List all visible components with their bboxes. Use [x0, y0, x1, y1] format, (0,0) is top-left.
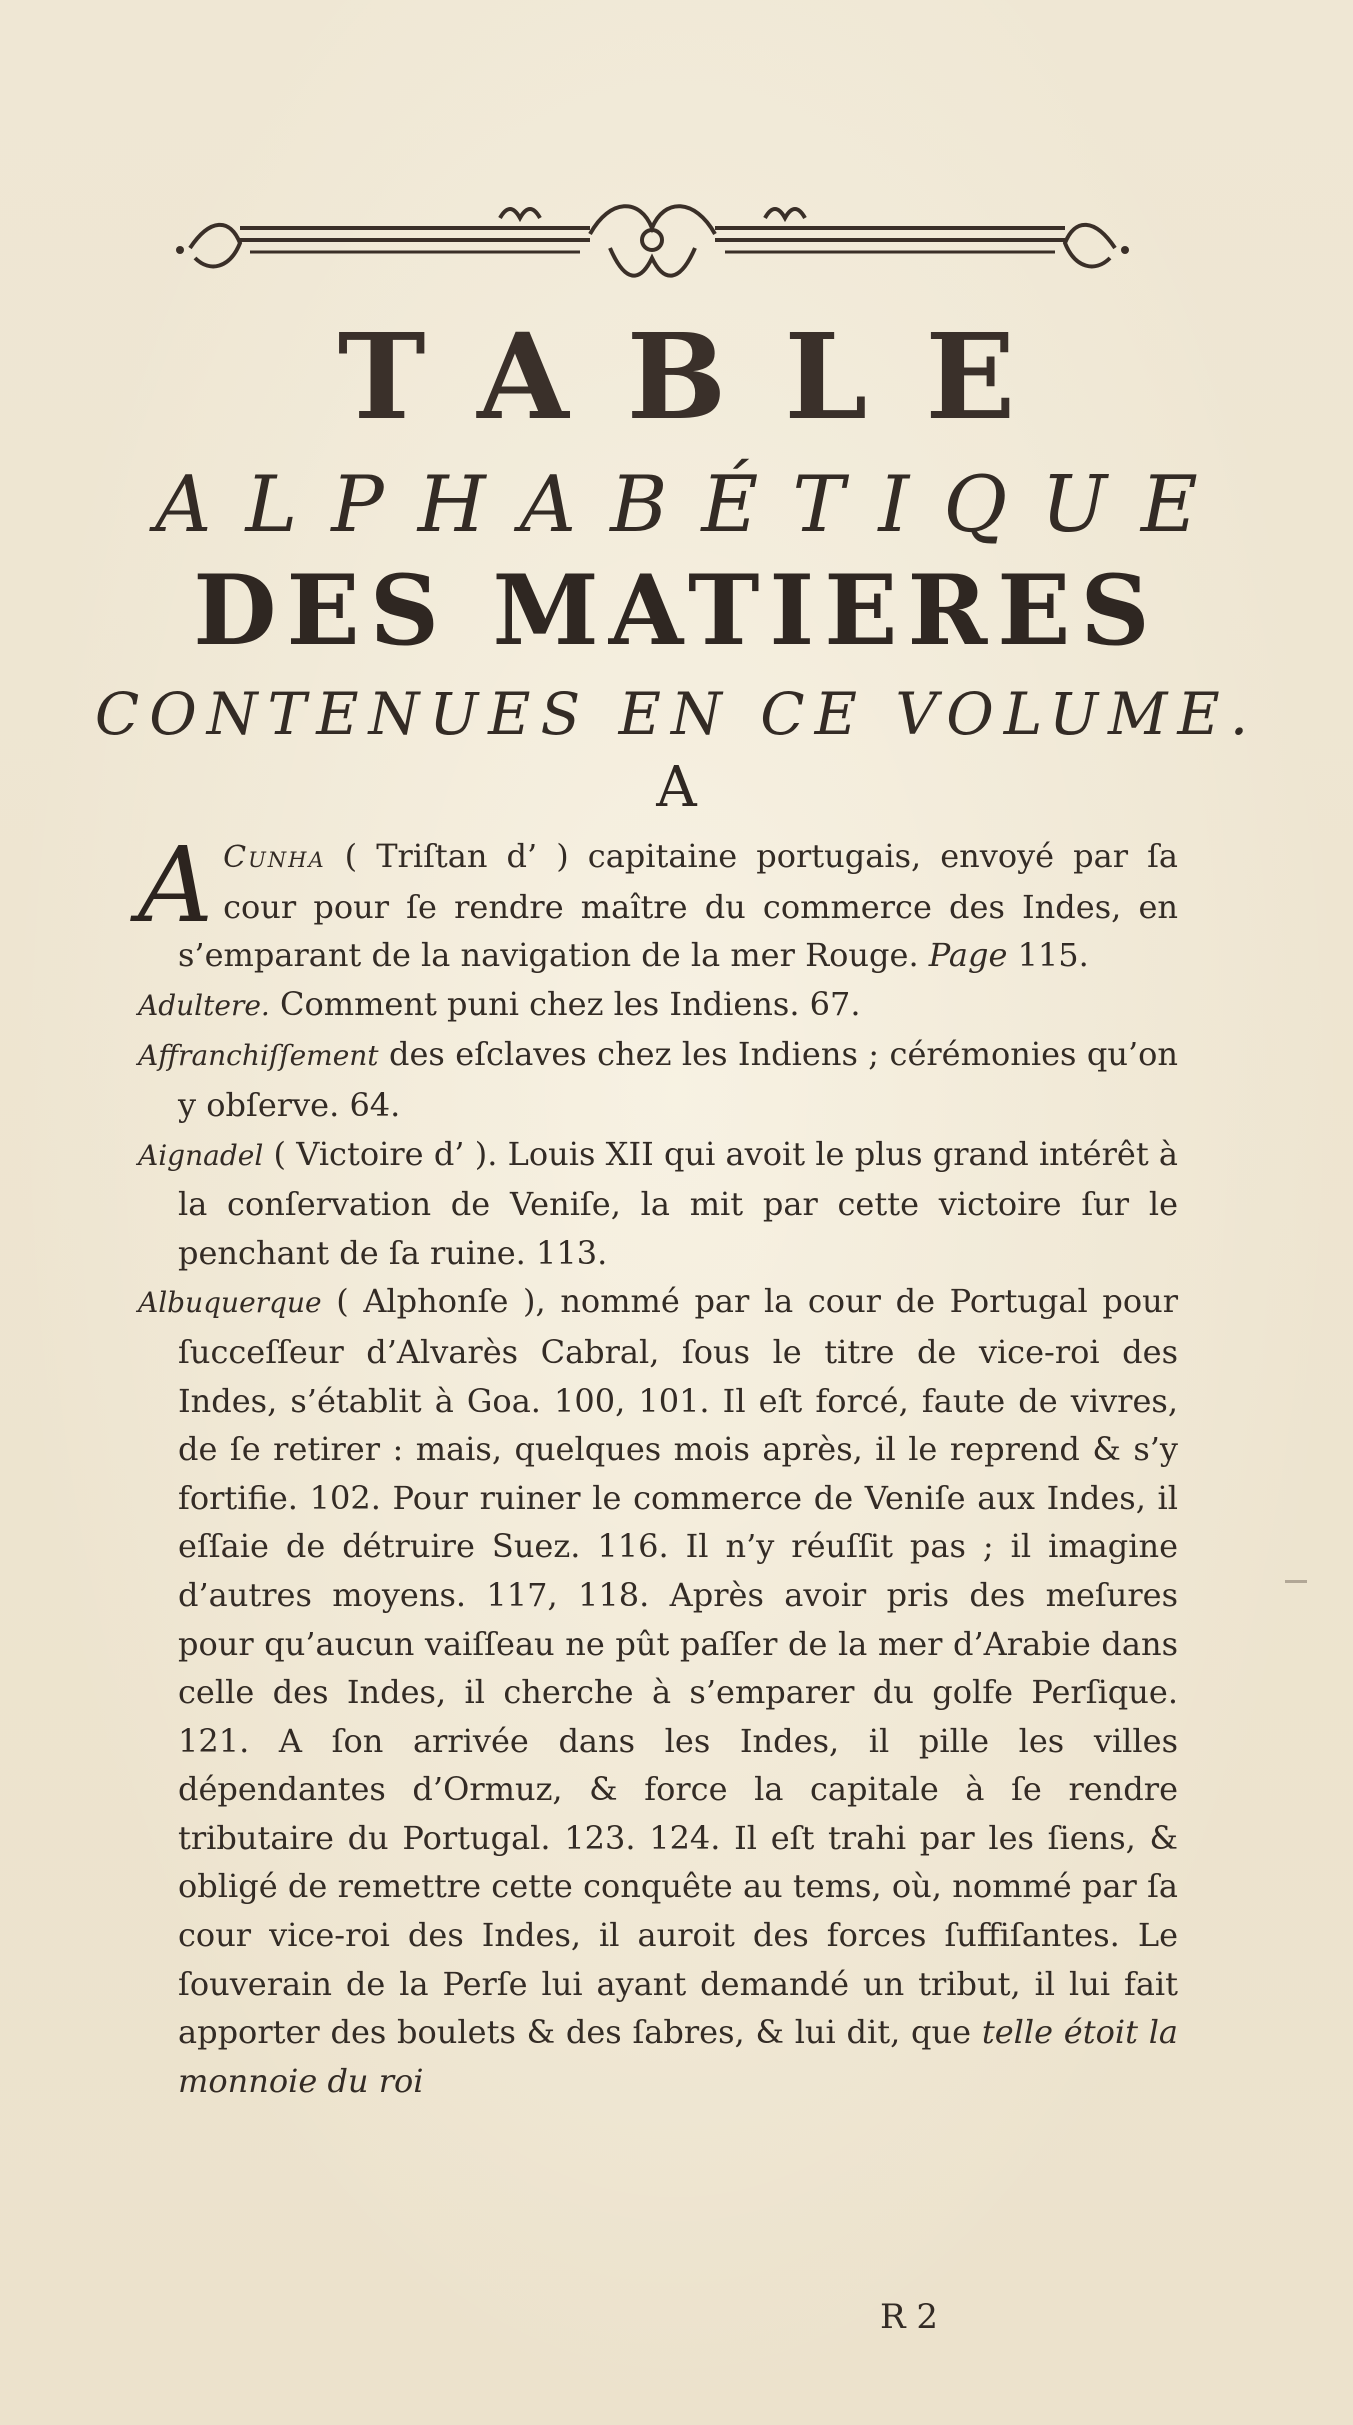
page-word: Page — [928, 936, 1008, 975]
catchword: R 2 — [880, 2297, 939, 2337]
index-entry — [138, 1130, 1178, 1278]
entry-tail-italic: telle étoit la monnoie du roi — [178, 2013, 1179, 2100]
page-number: 115. — [1007, 936, 1089, 975]
margin-mark — [1285, 1580, 1307, 1583]
entry-head: Affranchiſſement — [138, 1039, 379, 1073]
title-table: TABLE — [337, 307, 1074, 446]
title-contenues: CONTENUES EN CE VOLUME. — [94, 680, 1259, 748]
entry-text: des eſclaves chez les Indiens ; cérémonies qu’on y obſerve. 64. — [178, 1035, 1178, 1124]
entry-text: ( Victoire d’ ). Louis XII qui avoit le plus grand intérêt à la conſervation de Veniſe, la mit par cette victoire ſur le penchant de ſa ruine. 113. — [178, 1134, 1178, 1272]
title-alphabetique: ALPHABÉTIQUE — [155, 460, 1232, 550]
entry-head: Albuquerque — [138, 1286, 322, 1320]
entry-head: Aignadel — [138, 1138, 264, 1172]
entry-text: Comment puni chez les Indiens. 67. — [269, 984, 861, 1023]
title-des-matieres: DES MATIERES — [193, 554, 1160, 667]
entry-head: Adultere. — [138, 988, 270, 1022]
section-letter: A — [656, 755, 697, 820]
entry-text: ( Triſtan d’ ) capitaine portugais, envoyé par ſa cour pour ſe rendre maître du commerce des Indes, en s’emparant de la navigation de la mer Rouge. — [178, 837, 1178, 975]
entry-head: Cunha — [223, 840, 326, 875]
headpiece-ornament — [170, 188, 1135, 298]
index-entry — [138, 1030, 1178, 1129]
drop-cap: A — [138, 824, 214, 946]
index-entries — [138, 824, 1179, 2105]
entry-text: ( Alphonſe ), nommé par la cour de Portugal pour ſucceſſeur d’Alvarès Cabral, ſous le titre de vice-roi des Indes, s’établit à Goa. 100, 101. Il eſt forcé, faute de vivres, de ſe retirer : mais, quelques mois après, il le reprend & s’y fortifie. 102. Pour ruiner le commerce de Veniſe aux Indes, il eſſaie de détruire Suez. 116. Il n’y réuſſit pas ; il imagine d’autres moyens. 117, 118. Après avoir pris des meſures pour qu’aucun vaiſſeau ne pût paſſer de la mer d’Arabie dans celle des Indes, il cherche à s’emparer du golfe Perſique. 121. A ſon arrivée dans les Indes, il pille les villes dépendantes d’Ormuz, & force la capitale à ſe rendre tributaire du Portugal. 123. 124. Il eſt trahi par les ſiens, & obligé de remettre cette conquête au tems, où, nommé par ſa cour vice-roi des Indes, il auroit des forces ſuffiſantes. Le ſouverain de la Perſe lui ayant demandé un tribut, il lui fait apporter des boulets & des ſabres, & lui dit, que — [178, 1282, 1178, 2052]
index-entry — [138, 824, 1178, 980]
index-entry — [138, 1277, 1178, 2105]
index-entry — [138, 980, 1178, 1031]
